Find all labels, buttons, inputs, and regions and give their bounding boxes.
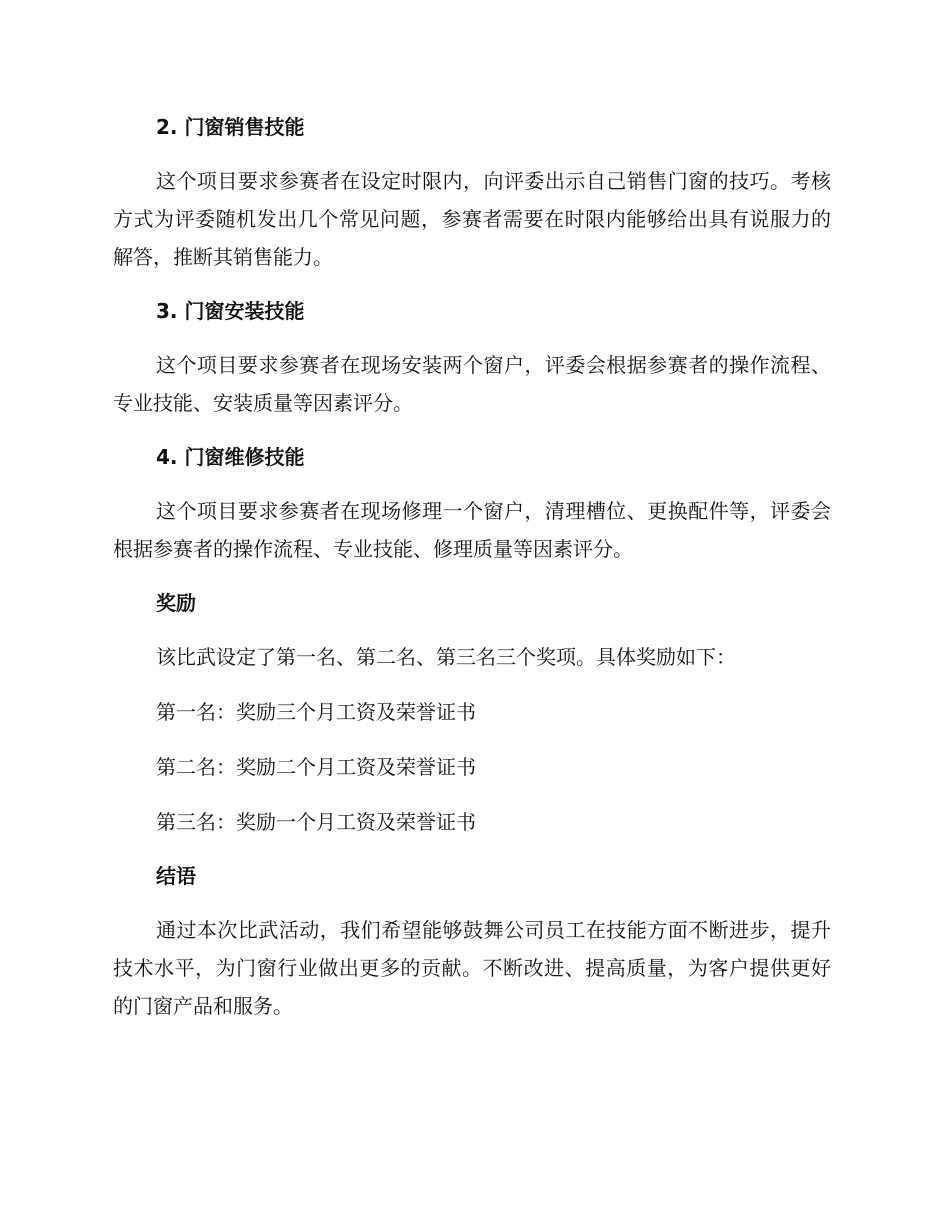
section-paragraph-sales: 这个项目要求参赛者在设定时限内，向评委出示自己销售门窗的技巧。考核方式为评委随机发出几个常见问题，参赛者需要在时限内能够给出具有说服力的解答，推断其销售能力。: [113, 169, 831, 269]
reward-second-place: 第二名：奖励二个月工资及荣誉证书: [156, 755, 476, 779]
section-heading-rewards: 奖励: [156, 591, 196, 615]
reward-third-place: 第三名：奖励一个月工资及荣誉证书: [156, 810, 476, 834]
section-heading-repair: 4. 门窗维修技能: [156, 445, 305, 469]
document-body: [113, 108, 831, 1025]
section-heading-sales: 2. 门窗销售技能: [156, 115, 305, 139]
section-paragraph-repair: 这个项目要求参赛者在现场修理一个窗户，清理槽位、更换配件等，评委会根据参赛者的操作流程、专业技能、修理质量等因素评分。: [113, 499, 831, 561]
section-heading-installation: 3. 门窗安装技能: [156, 299, 305, 323]
rewards-intro: 该比武设定了第一名、第二名、第三名三个奖项。具体奖励如下：: [156, 645, 736, 669]
section-heading-conclusion: 结语: [156, 864, 196, 888]
section-paragraph-installation: 这个项目要求参赛者在现场安装两个窗户，评委会根据参赛者的操作流程、专业技能、安装质量等因素评分。: [113, 353, 831, 415]
section-paragraph-conclusion: 通过本次比武活动，我们希望能够鼓舞公司员工在技能方面不断进步，提升技术水平，为门窗行业做出更多的贡献。不断改进、提高质量，为客户提供更好的门窗产品和服务。: [113, 918, 831, 1018]
reward-first-place: 第一名：奖励三个月工资及荣誉证书: [156, 700, 476, 724]
